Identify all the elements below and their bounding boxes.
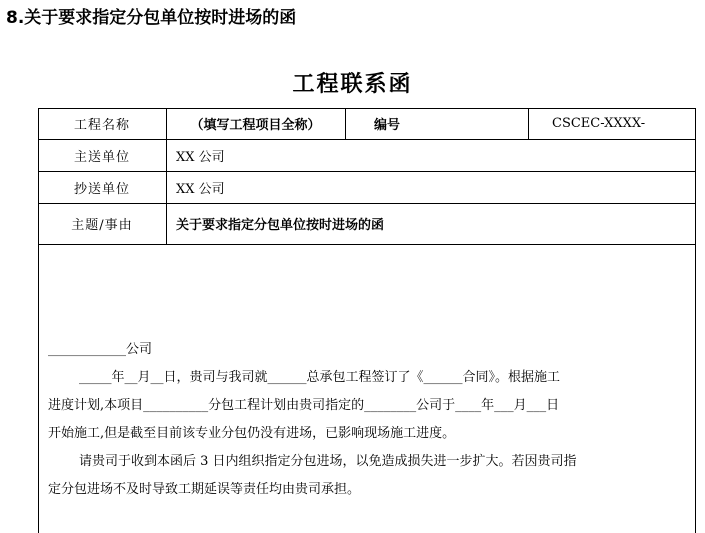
- letter-body: [48, 336, 688, 504]
- letter-line: 请贵司于收到本函后 3 日内组织指定分包进场，以免造成损失进一步扩大。若因贵司指: [79, 454, 577, 469]
- project-name-label: 工程名称: [73, 118, 130, 133]
- form-title: 工程联系函: [292, 72, 413, 97]
- table-row-divider: [38, 244, 696, 245]
- document-heading: 8.关于要求指定分包单位按时进场的函: [6, 8, 297, 28]
- number-label: 编号: [374, 118, 401, 133]
- number-value-divider: [528, 108, 529, 139]
- letter-line: 定分包进场不及时导致工期延误等责任均由贵司承担。: [48, 482, 361, 497]
- letter-line: 进度计划,本项目__________分包工程计划由贵司指定的________公司于____年___月___日: [48, 398, 560, 413]
- subject-label: 主题/事由: [71, 218, 133, 233]
- subject-value: 关于要求指定分包单位按时进场的函: [176, 218, 385, 233]
- letter-line: 开始施工,但是截至目前该专业分包仍没有进场，已影响现场施工进度。: [48, 426, 456, 441]
- letter-salutation: ____________公司: [48, 342, 153, 357]
- cc-recipient-value: XX 公司: [176, 181, 225, 197]
- number-label-divider: [345, 108, 346, 139]
- contact-letter-form: [38, 108, 696, 533]
- main-recipient-value: XX 公司: [176, 149, 225, 165]
- main-recipient-label: 主送单位: [73, 149, 130, 165]
- project-name-value: （填写工程项目全称）: [190, 118, 321, 133]
- letter-line: _____年__月__日，贵司与我司就______总承包工程签订了《______合同》。根据施工: [79, 370, 561, 385]
- table-border-right: [695, 108, 696, 533]
- cc-recipient-label: 抄送单位: [73, 181, 130, 197]
- number-value: CSCEC-XXXX-: [552, 116, 646, 131]
